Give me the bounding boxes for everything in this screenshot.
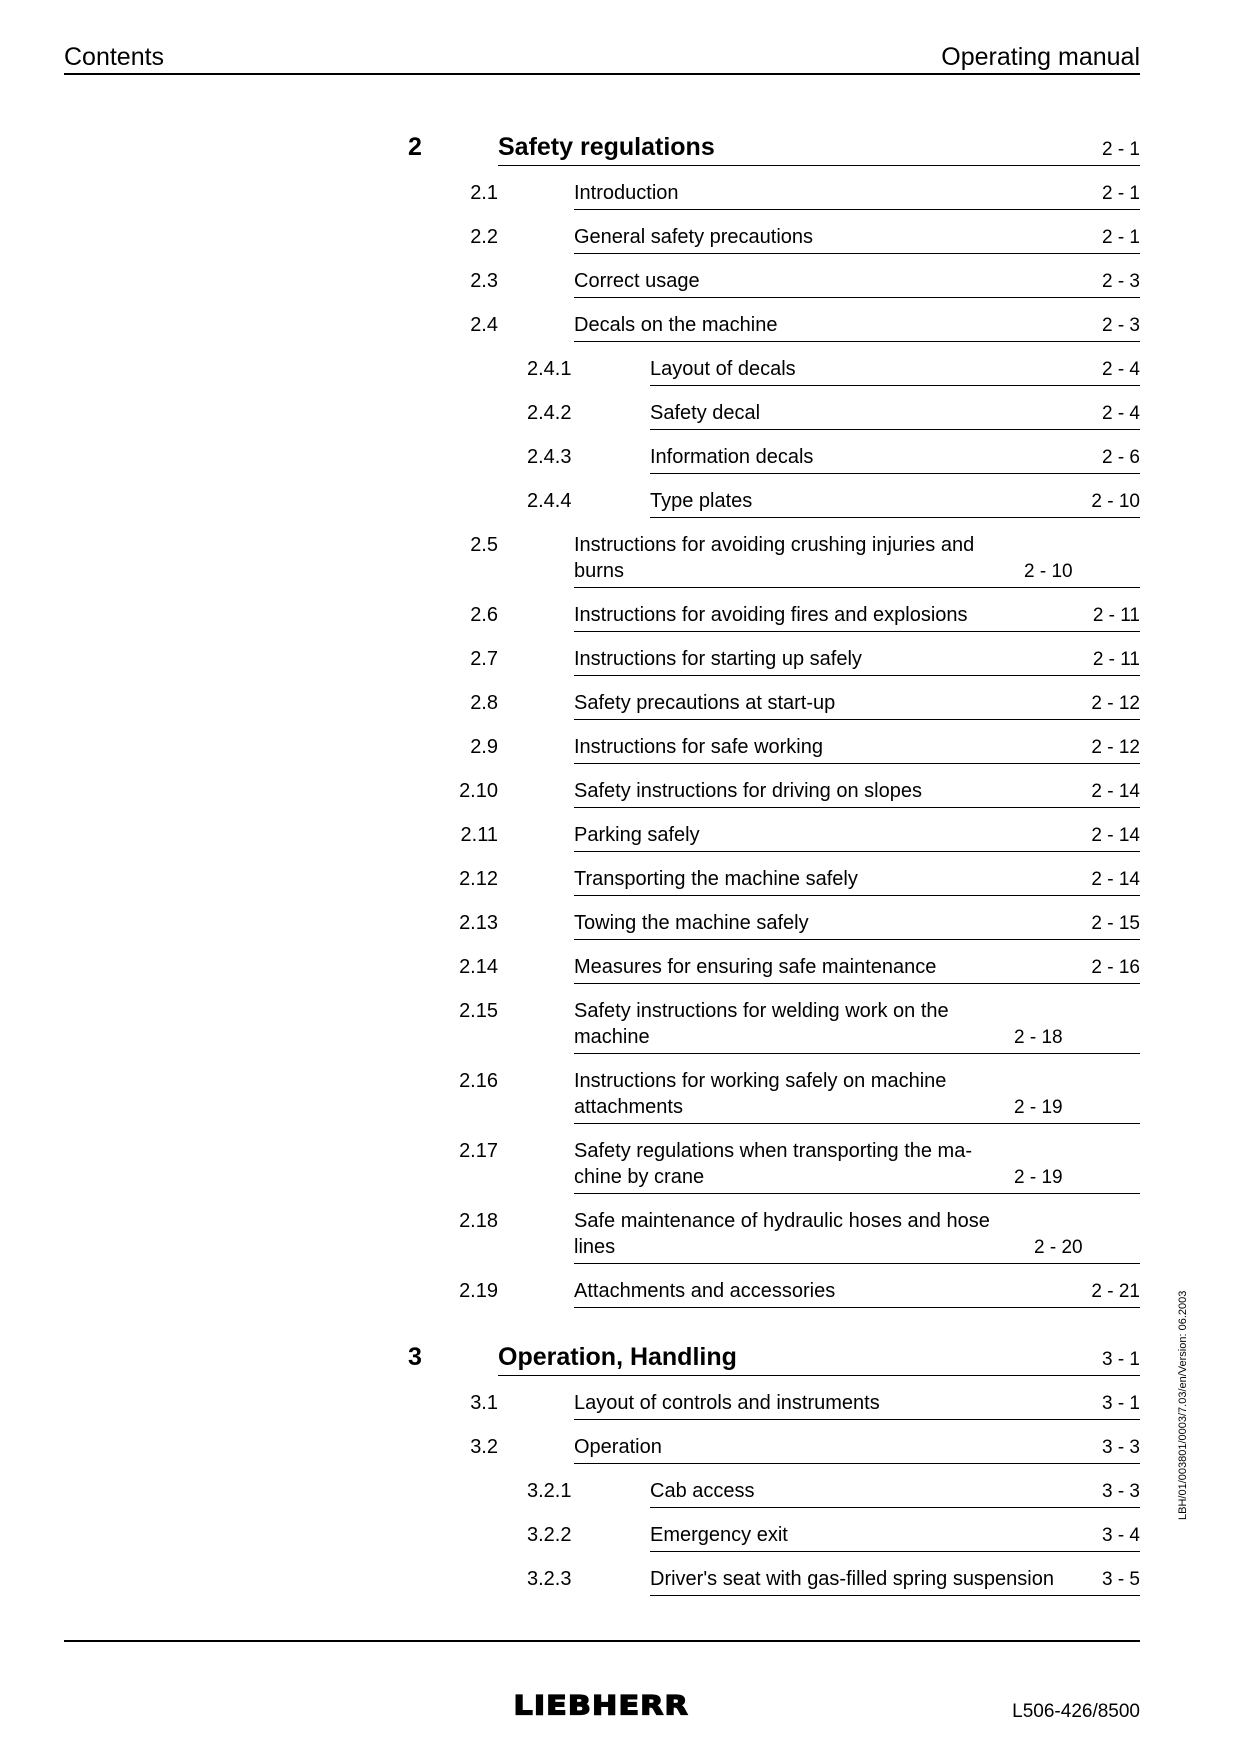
toc-title: Safety instructions for welding work on the machine <box>574 1000 949 1048</box>
toc-page: 2 - 14 <box>1091 869 1140 890</box>
toc-number: 2.11 <box>460 824 498 846</box>
toc-page: 2 - 12 <box>1091 693 1140 714</box>
toc-number: 2 <box>408 133 422 161</box>
toc-title: Layout of decals <box>650 358 796 380</box>
toc-page: 3 - 3 <box>1101 1437 1140 1458</box>
toc-number: 2.4.1 <box>527 358 572 380</box>
toc-title: Parking safely <box>574 824 700 846</box>
toc-page: 2 - 12 <box>1091 737 1140 758</box>
toc-page: 2 - 15 <box>1091 913 1140 934</box>
toc-title: Decals on the machine <box>574 314 778 336</box>
toc-title: Instructions for working safely on machine attachments <box>574 1070 947 1118</box>
toc-number: 2.4.2 <box>527 402 572 424</box>
toc-number: 2.1 <box>470 182 498 204</box>
toc-number: 2.2 <box>470 226 498 248</box>
toc-page: 2 - 4 <box>1101 403 1140 424</box>
toc-number: 3.2.2 <box>527 1524 572 1546</box>
toc-page: 2 - 18 <box>1014 1027 1063 1048</box>
toc-title: Emergency exit <box>650 1524 788 1546</box>
toc-number: 2.5 <box>470 534 498 556</box>
toc-title: Instructions for safe working <box>574 736 823 758</box>
toc-number: 2.14 <box>459 956 498 978</box>
toc-title: Instructions for starting up safely <box>574 648 862 670</box>
toc-page: 2 - 6 <box>1101 447 1140 468</box>
toc-number: 2.16 <box>459 1070 498 1092</box>
toc-title: Measures for ensuring safe maintenance <box>574 956 937 978</box>
toc-title: Safety regulations <box>498 133 715 161</box>
toc-title: Information decals <box>650 446 814 468</box>
toc-title: Introduction <box>574 182 679 204</box>
toc-page: 2 - 1 <box>1101 139 1140 160</box>
toc-page: 3 - 4 <box>1101 1525 1140 1546</box>
toc-number: 2.7 <box>470 648 498 670</box>
toc-number: 2.3 <box>470 270 498 292</box>
toc-title: Attachments and accessories <box>574 1280 836 1302</box>
liebherr-logo <box>506 1690 696 1720</box>
toc-page: 2 - 1 <box>1101 183 1140 204</box>
toc-title: Safe maintenance of hydraulic hoses and hose lines <box>574 1210 990 1258</box>
toc-number: 2.9 <box>470 736 498 758</box>
toc-number: 3.1 <box>470 1392 498 1414</box>
toc-title: Type plates <box>650 490 753 512</box>
logo-text: LIEBHERR <box>513 1689 689 1721</box>
toc-title: Transporting the machine safely <box>574 868 858 890</box>
header-left: Contents <box>64 43 165 71</box>
toc-page: 3 - 1 <box>1101 1349 1140 1370</box>
toc-title: Safety instructions for driving on slopes <box>574 780 922 802</box>
doc-number: L506-426/8500 <box>1012 1701 1140 1722</box>
toc-title: Safety regulations when transporting the ma-chine by crane <box>574 1140 972 1188</box>
toc-page: 3 - 5 <box>1101 1569 1140 1590</box>
toc-page: 3 - 1 <box>1101 1393 1140 1414</box>
toc-title: Towing the machine safely <box>574 912 809 934</box>
toc-title: Driver's seat with gas-filled spring suspension <box>650 1568 1054 1590</box>
toc-number: 2.4 <box>470 314 498 336</box>
toc-title: Operation <box>574 1436 662 1458</box>
toc-number: 3.2.1 <box>527 1480 572 1502</box>
toc-number: 2.6 <box>470 604 498 626</box>
toc-page: 2 - 4 <box>1101 359 1140 380</box>
toc-number: 2.13 <box>459 912 498 934</box>
toc-number: 3.2 <box>470 1436 498 1458</box>
toc-page: 2 - 20 <box>1034 1237 1083 1258</box>
toc-page: 2 - 10 <box>1024 561 1073 582</box>
footer-rule <box>64 1640 1140 1642</box>
toc-number: 3 <box>408 1343 422 1371</box>
toc-number: 3.2.3 <box>527 1568 572 1590</box>
toc-number: 2.4.4 <box>527 490 572 512</box>
toc-title: Cab access <box>650 1480 755 1502</box>
toc-number: 2.17 <box>459 1140 498 1162</box>
toc-number: 2.4.3 <box>527 446 572 468</box>
toc-title: General safety precautions <box>574 226 814 248</box>
toc-page: 2 - 11 <box>1092 605 1140 626</box>
toc-page: 2 - 11 <box>1092 649 1140 670</box>
header-right: Operating manual <box>941 43 1140 71</box>
toc-title: Correct usage <box>574 270 700 292</box>
toc-page: 2 - 1 <box>1101 227 1140 248</box>
toc-title: Operation, Handling <box>498 1343 737 1371</box>
toc-title: Layout of controls and instruments <box>574 1392 880 1414</box>
toc-number: 2.8 <box>470 692 498 714</box>
toc-number: 2.15 <box>459 1000 498 1022</box>
toc-page: 2 - 21 <box>1091 1281 1140 1302</box>
toc-page: 2 - 19 <box>1014 1097 1063 1118</box>
toc-page: 2 - 3 <box>1101 271 1140 292</box>
toc-page: 3 - 3 <box>1101 1481 1140 1502</box>
toc-title: Safety decal <box>650 402 761 424</box>
toc-title: Safety precautions at start-up <box>574 692 836 714</box>
toc-page: 2 - 14 <box>1091 825 1140 846</box>
toc-page: 2 - 14 <box>1091 781 1140 802</box>
toc-number: 2.10 <box>459 780 498 802</box>
toc-title: Instructions for avoiding crushing injuries and burns <box>574 534 975 582</box>
toc-title: Instructions for avoiding fires and explosions <box>574 604 968 626</box>
toc-number: 2.19 <box>459 1280 498 1302</box>
toc-page: 2 - 3 <box>1101 315 1140 336</box>
toc-number: 2.18 <box>459 1210 498 1232</box>
toc-page: 2 - 10 <box>1091 491 1140 512</box>
toc-number: 2.12 <box>459 868 498 890</box>
side-version-note: LBH/01/003801/0003/7.03/en/Version: 06.2003 <box>1177 1290 1189 1520</box>
toc-page: 2 - 16 <box>1091 957 1140 978</box>
toc-page: 2 - 19 <box>1014 1167 1063 1188</box>
